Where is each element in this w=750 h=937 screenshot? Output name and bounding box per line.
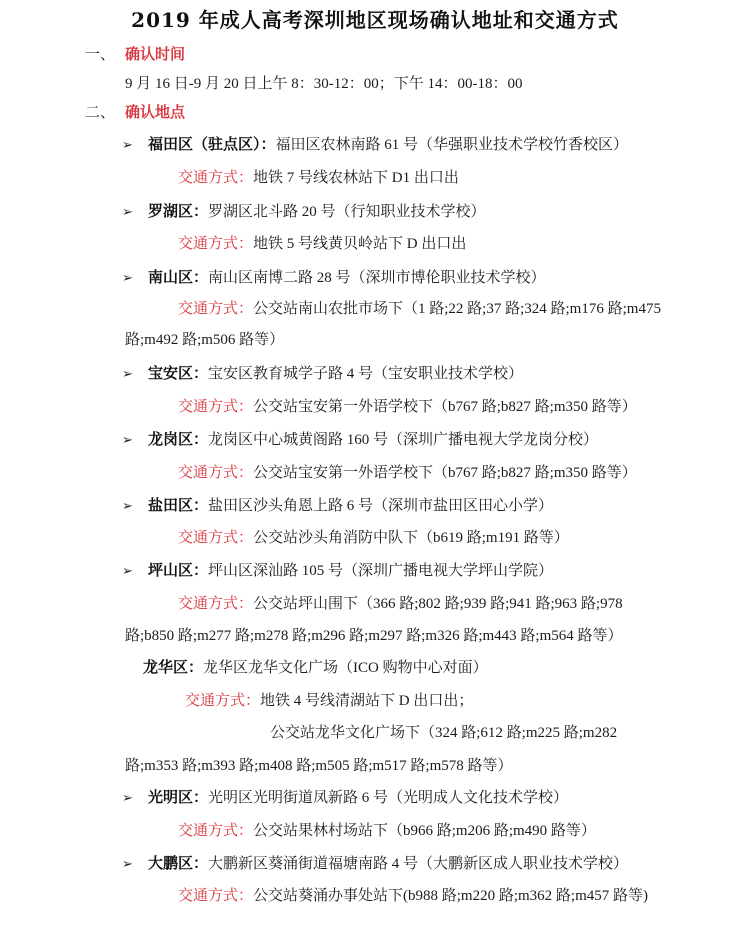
location-guangming [122, 787, 568, 809]
arrow-bullet-icon: ➢ [122, 564, 133, 579]
district-address: 光明区光明街道凤新路 6 号（光明成人文化技术学校） [208, 790, 569, 806]
arrow-bullet-icon: ➢ [122, 271, 133, 286]
transport-label: 交通方式： [178, 888, 254, 904]
transport-yantian [178, 527, 569, 549]
location-pingshan [122, 560, 553, 582]
transport-nanshan [178, 298, 661, 320]
district-name: 南山区： [148, 270, 209, 286]
transport-detail: 公交站葵涌办事处站下(b988 路;m220 路;m362 路;m457 路等) [253, 888, 649, 904]
transport-detail: 地铁 4 号线清湖站下 D 出口出； [260, 693, 474, 709]
district-address: 福田区农林南路 61 号（华强职业技术学校竹香校区） [275, 137, 629, 153]
transport-label: 交通方式： [185, 693, 261, 709]
transport-pingshan [178, 593, 623, 615]
section-place-number: 二、 [85, 105, 116, 121]
location-yantian [122, 495, 553, 517]
transport-baoan [178, 396, 637, 418]
transport-detail: 公交站果林村场站下（b966 路;m206 路;m490 路等） [253, 823, 596, 839]
location-longgang [122, 429, 598, 451]
transport-label: 交通方式： [178, 301, 254, 317]
transport-dapeng [178, 885, 648, 907]
location-nanshan [122, 267, 546, 289]
transport-label: 交通方式： [178, 236, 254, 252]
transport-longgang [178, 462, 637, 484]
district-address: 南山区南博二路 28 号（深圳市博伦职业技术学校） [208, 270, 546, 286]
location-dapeng [122, 853, 628, 875]
district-name: 光明区： [148, 790, 209, 806]
arrow-bullet-icon: ➢ [122, 857, 133, 872]
district-name: 龙华区： [143, 660, 204, 676]
arrow-bullet-icon: ➢ [122, 205, 133, 220]
arrow-bullet-icon: ➢ [122, 138, 133, 153]
district-name: 坪山区： [148, 563, 209, 579]
transport-detail: 公交站宝安第一外语学校下（b767 路;b827 路;m350 路等） [253, 399, 637, 415]
location-futian [122, 134, 628, 156]
arrow-bullet-icon: ➢ [122, 499, 133, 514]
transport-longhua [185, 690, 473, 712]
district-name: 盐田区： [148, 498, 209, 514]
location-baoan [122, 363, 523, 385]
transport-detail: 地铁 5 号线黄贝岭站下 D 出口出 [253, 236, 467, 252]
transport-detail: 公交站南山农批市场下（1 路;22 路;37 路;324 路;m176 路;m475 [253, 301, 661, 317]
transport-label: 交通方式： [178, 530, 254, 546]
transport-detail: 公交站坪山围下（366 路;802 路;939 路;941 路;963 路;978 [253, 596, 623, 612]
district-address: 罗湖区北斗路 20 号（行知职业技术学校） [208, 204, 486, 220]
arrow-bullet-icon: ➢ [122, 367, 133, 382]
arrow-bullet-icon: ➢ [122, 433, 133, 448]
district-name: 龙岗区： [148, 432, 209, 448]
transport-label: 交通方式： [178, 170, 254, 186]
transport-label: 交通方式： [178, 823, 254, 839]
location-luohu [122, 201, 486, 223]
transport-nanshan-continued: 路;m492 路;m506 路等） [125, 332, 285, 348]
transport-pingshan-continued: 路;b850 路;m277 路;m278 路;m296 路;m297 路;m326 路;m443 路;m564 路等） [125, 628, 623, 644]
transport-longhua-continued: 路;m353 路;m393 路;m408 路;m505 路;m517 路;m578 路等） [125, 758, 513, 774]
arrow-bullet-icon: ➢ [122, 791, 133, 806]
district-address: 盐田区沙头角恩上路 6 号（深圳市盐田区田心小学） [208, 498, 554, 514]
transport-label: 交通方式： [178, 399, 254, 415]
transport-label: 交通方式： [178, 596, 254, 612]
transport-detail: 公交站沙头角消防中队下（b619 路;m191 路等） [253, 530, 569, 546]
district-address: 大鹏新区葵涌街道福塘南路 4 号（大鹏新区成人职业技术学校） [208, 856, 629, 872]
section-time-number: 一、 [85, 47, 116, 63]
transport-guangming [178, 820, 596, 842]
district-name: 罗湖区： [148, 204, 209, 220]
district-name: 宝安区： [148, 366, 209, 382]
district-address: 宝安区教育城学子路 4 号（宝安职业技术学校） [208, 366, 524, 382]
transport-longhua-bus: 公交站龙华文化广场下（324 路;612 路;m225 路;m282 [270, 725, 618, 741]
transport-futian [178, 167, 459, 189]
district-name: 福田区（驻点区）： [148, 137, 276, 153]
transport-label: 交通方式： [178, 465, 254, 481]
location-longhua [143, 657, 488, 679]
district-name: 大鹏区： [148, 856, 209, 872]
district-address: 龙华区龙华文化广场（ICO 购物中心对面） [203, 660, 488, 676]
transport-detail: 地铁 7 号线农林站下 D1 出口出 [253, 170, 459, 186]
transport-detail: 公交站宝安第一外语学校下（b767 路;b827 路;m350 路等） [253, 465, 637, 481]
confirmation-time-text: 9 月 16 日-9 月 20 日上午 8：30-12：00；下午 14：00-18：00 [125, 76, 523, 92]
district-address: 龙岗区中心城黄阁路 160 号（深圳广播电视大学龙岗分校） [208, 432, 599, 448]
district-address: 坪山区深汕路 105 号（深圳广播电视大学坪山学院） [208, 563, 554, 579]
section-time-heading: 确认时间 [125, 47, 186, 63]
document-title: 2019 年成人高考深圳地区现场确认地址和交通方式 [131, 8, 619, 32]
section-place-heading: 确认地点 [125, 105, 186, 121]
transport-luohu [178, 233, 466, 255]
